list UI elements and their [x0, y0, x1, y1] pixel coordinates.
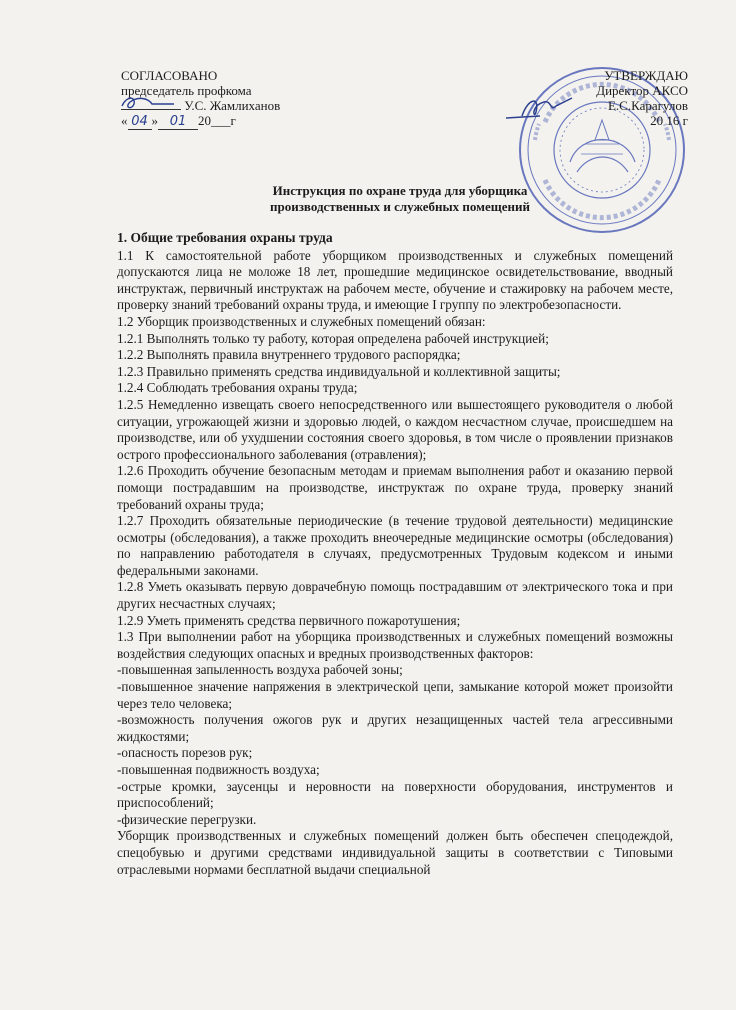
union-chair-name: У.С. Жамлиханов [184, 98, 281, 113]
date-quote-open: « [121, 113, 128, 128]
paragraph: 1.2.7 Проходить обязательные периодические (в течение трудовой деятельности) медицинские осмотры (обследования), а также проходить внеочередные медицинские осмотры (обследования) по направлению работодателя в случаях, предусмотренных Трудовым кодексом и иными федеральными законами. [117, 513, 673, 578]
agreed-date [121, 113, 280, 130]
union-chair-signature-icon [118, 92, 180, 114]
title-line-1: Инструкция по охране труда для уборщика [272, 183, 528, 198]
title-line-2: производственных и служебных помещений [269, 199, 531, 214]
approval-block-right [560, 68, 688, 128]
date-year: 20___г [198, 113, 236, 128]
list-item: -повышенная подвижность воздуха; [117, 762, 320, 777]
paragraph: Уборщик производственных и служебных помещений должен быть обеспечен спецодеждой, спецобувью и другими средствами индивидуальной защиты в соответствии с Типовыми отраслевыми нормами бесплатной выдачи специальной [117, 828, 673, 877]
paragraph: 1.2.2 Выполнять правила внутреннего трудового распорядка; [117, 347, 461, 363]
director-label: Директор АКСО [596, 83, 688, 98]
paragraph: 1.2.8 Уметь оказывать первую доврачебную помощь пострадавшим от электрического тока и при других несчастных случаях; [117, 579, 673, 612]
paragraph: 1.1 К самостоятельной работе уборщиком производственных и служебных помещений допускаются лица не моложе 18 лет, прошедшие медицинское освидетельствование, вводный инструктаж, первичный инструктаж на рабочем месте, обучение и стажировку на рабочем месте, проверку знаний требований охраны труда, и имеющие I группу по электробезопасности. [117, 247, 673, 313]
paragraph: 1.3 При выполнении работ на уборщика производственных и служебных помещений возможны воздействия следующих опасных и вредных производственных факторов: [117, 629, 673, 661]
list-item: -острые кромки, заусенцы и неровности на поверхности оборудования, инструментов и приспособлений; [117, 778, 673, 811]
date-month: 01 [158, 114, 198, 130]
paragraph: 1.2.3 Правильно применять средства индивидуальной и коллективной защиты; [117, 363, 561, 379]
document-body [117, 230, 673, 878]
list-item: -опасность порезов рук; [117, 745, 253, 761]
section-1-heading: 1. Общие требования охраны труда [117, 230, 333, 245]
list-item: -возможность получения ожогов рук и других незащищенных частей тела агрессивными жидкостями; [117, 712, 673, 744]
agreed-label: СОГЛАСОВАНО [121, 68, 218, 83]
paragraph: 1.2.1 Выполнять только ту работу, которая определена рабочей инструкцией; [117, 330, 549, 346]
paragraph: 1.2 Уборщик производственных и служебных помещений обязан: [117, 313, 486, 329]
paragraph: 1.2.6 Проходить обучение безопасным методам и приемам выполнения работ и оказанию первой помощи пострадавшим на производстве, инструктаж по охране труда, проверку знаний требований охраны труда; [117, 463, 673, 512]
director-name: Е.С.Карагулов [607, 98, 688, 113]
list-item: -повышенное значение напряжения в электрической цепи, замыкание которой может произойти через тело человека; [117, 679, 673, 711]
union-chair-label: председатель профкома [121, 83, 252, 98]
paragraph: 1.2.5 Немедленно извещать своего непосредственного или вышестоящего руководителя о любой ситуации, угрожающей жизни и здоровью людей, о каждом несчастном случае, происшедшем на производстве, или об ухудшении состояния своего здоровья, в том числе о проявлении признаков острого профессионального заболевания (отравления); [117, 396, 673, 462]
paragraph: 1.2.4 Соблюдать требования охраны труда; [117, 380, 358, 396]
date-day: 04 [128, 114, 152, 130]
approve-date: 20 16 г [650, 113, 688, 128]
document-title [150, 183, 650, 215]
approve-label: УТВЕРЖДАЮ [604, 68, 688, 83]
list-item: -повышенная запыленность воздуха рабочей зоны; [117, 662, 403, 678]
date-quote-close: » [151, 113, 158, 128]
list-item: -физические перегрузки. [117, 811, 257, 827]
paragraph: 1.2.9 Уметь применять средства первичного пожаротушения; [117, 612, 461, 628]
